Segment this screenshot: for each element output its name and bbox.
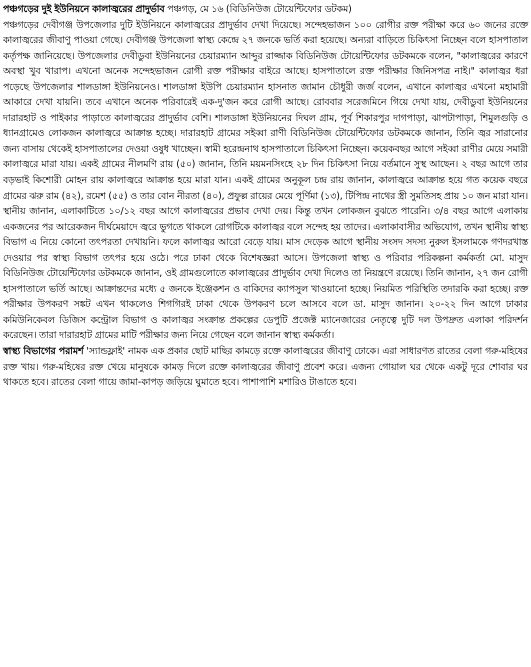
headline: পঞ্চগড়ের দুই ইউনিয়নে কালাজ্বরের প্রাদুর্ভাব	[3, 4, 165, 15]
advice-heading: স্বাস্থ্য বিভাগের পরামর্শ	[3, 346, 84, 358]
advice-text: 'স্যান্ডফ্লাই' নামক এক প্রকার ছোট মাছির কামড়ে রক্তে কালাজ্বরের জীবাণু ঢোকে। এরা সাধারণত রাতের বেলা গরু-মহিষের রক্ত খায়। গরু-মহিষের রক্ত খেয়ে মানুষকে কামড় দিলে রক্তে কালাজ্বরের জীবাণু প্রবেশ করে। এজন্য গোয়াল ঘর থেকে একটু দূরে শোবার ঘর থাকতে হবে। রাতের বেলা গায়ে জামা-কাপড় জড়িয়ে ঘুমাতে হবে। পাশাপাশি মশারিও টাঙাতে হবে।	[3, 346, 528, 389]
advice-paragraph	[3, 344, 528, 391]
lead-text: পঞ্চগড়ের দেবীগঞ্জ উপজেলার দুটি ইউনিয়নে কালাজ্বরের প্রাদুর্ভাব দেখা দিয়েছে। সন্দেহভাজন ১০০ রোগীর রক্ত পরীক্ষা করে ৬০ জনের রক্তে কালাজ্বরের জীবাণু পাওয়া গেছে। দেবীগঞ্জ উপজেলা স্বাস্থ্য কেন্দ্রে ২৭ জনকে ভর্তি করা হয়েছে। অন্যরা বাড়িতে চিকিৎসা নিচ্ছেন বলে হাসপাতাল কর্তৃপক্ষ জানিয়েছে। উপজেলার দেবীডুবা ইউনিয়নের চেয়ারম্যান আব্দুর রাজ্জাক বিডিনিউজ টোয়েন্টিফোর ডটকমকে বলেন, "কালাজ্বরের কারণে অবস্থা খুব খারাপ। এখনো অনেক সন্দেহভাজন রোগী রক্ত পরীক্ষার বাইরে আছে। হাসপাতালে রক্ত পরীক্ষার জিনিসপত্র নাই।" কালাজ্বর ধরা পড়েছে উপজেলার শালডাঙ্গা ইউনিয়নেও। শালডাঙ্গা ইউপি চেয়ারম্যান হাসনাত জামান চৌধুরী জর্জ বলেন, এখানে কালাজ্বর এখনো মহামারী আকারে দেখা যায়নি। তবে এখানে অনেক পরিবারেই এক-দু'জন করে রোগী আছে। রোববার সরেজমিনে গিয়ে দেখা যায়, দেবীডুবা ইউনিয়নের দারারহাট ও পাইকার পাড়াতে কালাজ্বরের প্রাদুর্ভাব বেশি। শালডাঙ্গা ইউনিয়নের দিঘল গ্রাম, পূর্ব শিকারপুর দাগপাড়া, ঝাপটাপাড়া, শিমুলগুড়ি ও ধ্যানগ্রামেও লোকজন কালাজ্বরে আক্রান্ত হচ্ছে। দারারহাট গ্রামের সইব্বা রাণী বিডিনিউজ টোয়েন্টিফোর ডটকমকে জানান, তিনি জ্বর সারানোর জন্য বাসায় থেকেই হাসপাতালের দেওয়া ওষুধ খাচ্ছেন। স্বামী হরেন্দ্রনাথ হাসপাতালে চিকিৎসা নিচ্ছেন। কয়েকবছর আগে সইব্বা রাণীর মেয়ে সমারী কালাজ্বরে মারা যায়। একই গ্রামের নীলমণি রায় (৫০) জানান, তিনি ময়মনসিংহে ২৮ দিন চিকিৎসা নিয়ে বর্তমানে সুস্থ আছেন। ২ বছর আগে তার বড়ভাই কিশোরী মোহন রায় কালাজ্বরে আক্রান্ত হয়ে মারা যান। একই গ্রামের অনুকূল চন্দ্র রায় জানান, কালাজ্বরে আক্রান্ত হয়ে গত কয়েক বছরে গ্রামের ঝরু রাম (৪২), রমেশ (৫৫) ও তার বোন নীরতা (৪০), প্রফুল্ল রায়ের মেয়ে পূর্ণিমা (১৩), টিপিন্দ্র নাথের স্ত্রী সুমতিসহ প্রায় ১০ জন মারা যান। স্থানীয় জানান, এলাকাটিতে ১০/১২ বছর আগে কালাজ্বরের প্রভাব দেখা দেয়। কিন্তু তখন লোকজন বুঝতে পারেনি। ৩/৪ বছর আগে এলাকায় একজনের পর আরেকজন দীর্ঘমেয়াদে জ্বরে ভুগতে থাকলে রোগটিকে কালাজ্বর বলে সন্দেহ হয় তাদের। এলাকাবাসীর অভিযোগ, তখন স্থানীয় স্বাস্থ্য বিভাগ এ নিয়ে কোনো তৎপরতা দেখায়নি। ফলে কালাজ্বর আরো বেড়ে যায়। মাস দেড়েক আগে স্থানীয় সংসদ সদস্য নুরুল ইসলামকে গণদরখাস্ত দেওয়ার পর স্বাস্থ্য বিভাগ তৎপর হয়ে ওঠে। পরে ঢাকা থেকে বিশেষজ্ঞরা আসে। উপজেলা স্বাস্থ্য ও পরিবার পরিকল্পনা কর্মকর্তা মো. মাসুদ বিডিনিউজ টোয়েন্টিফোর ডটকমকে জানান, ওই গ্রামগুলোতে কালাজ্বরের প্রাদুর্ভাব দেখা দিলেও তা নিয়ন্ত্রণে রয়েছে। তিনি জানান, ২৭ জন রোগী হাসপাতালে ভর্তি আছে। আক্রান্তদের মধ্যে ৫ জনকে ইঞ্জেকশন ও বাকিদের ক্যাপসুল খাওয়ানো হচ্ছে। নিয়মিত পরিস্থিতি তদারকি করা হচ্ছে। রক্ত পরীক্ষার উপকরণ সঙ্কট এখন থাকলেও শিগগিরই ঢাকা থেকে উপকরণ চলে আসবে বলে ডা. মাসুদ জানান। ২০-২২ দিন আগে ঢাকার কমিউনিকেবল ডিজিস কন্ট্রোল বিভাগ ও কালাজ্বর সংক্রান্ত প্রকল্পের ডেপুটি প্রজেক্ট ম্যানেজারের নেতৃত্বে দুটি দল উপদ্রুত এলাকা পরিদর্শন করেছেন। তারা দারারহাট গ্রামের মাটি পরীক্ষার জন্য নিয়ে গেছেন বলে জানান স্বাস্থ্য কর্মকর্তা।	[3, 19, 528, 342]
lead-paragraph	[3, 2, 528, 344]
dateline: পঞ্চগড়, মে ১৬ (বিডিনিউজ টোয়েন্টিফোর ডটকম)	[164, 4, 352, 15]
news-article	[3, 2, 528, 391]
